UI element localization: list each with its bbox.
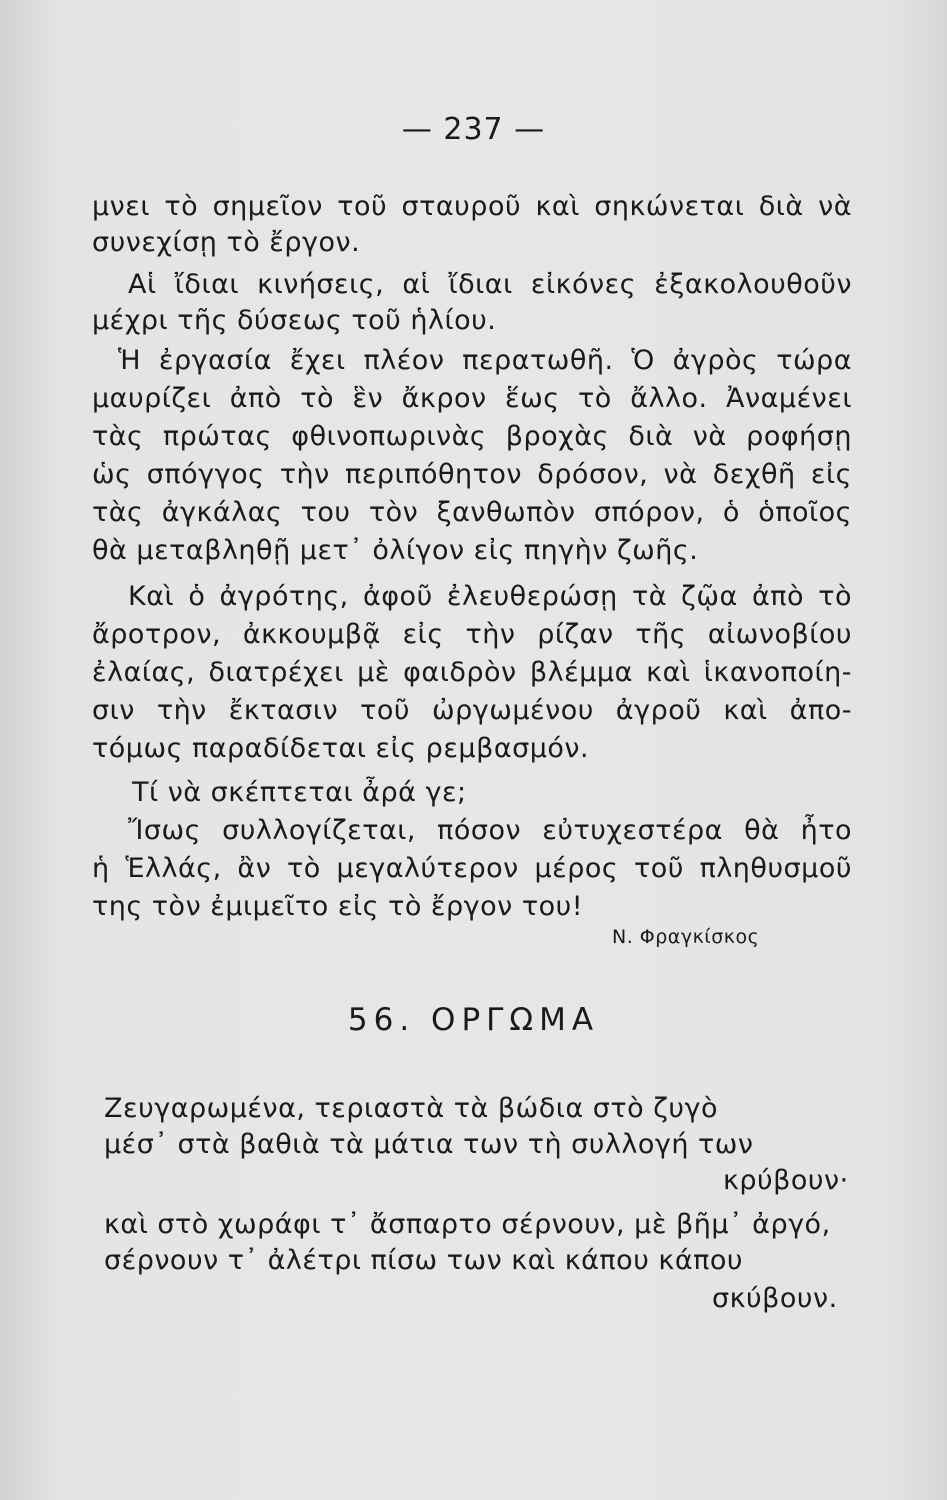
text-line: θὰ μεταβληθῇ μετ᾿ ὀλίγον εἰς πηγὴν ζωῆς. [92,535,699,566]
verse-line: μέσ᾿ στὰ βαθιὰ τὰ μάτια των τὴ συλλογή των [104,1129,754,1160]
text-line: τόμως παραδίδεται εἰς ρεμβασμόν. [92,733,590,764]
text-line: τὰς πρώτας φθινοπωρινὰς βροχὰς διὰ νὰ ροφήσῃ [92,421,852,452]
text-line: σιν τὴν ἔκτασιν τοῦ ὠργωμένου ἀγροῦ καὶ ἀπο- [92,695,852,726]
text-line: Ἴσως συλλογίζεται, πόσον εὐτυχεστέρα θὰ ἦτο [128,815,852,846]
text-line: ἡ Ἑλλάς, ἂν τὸ μεγαλύτερον μέρος τοῦ πληθυσμοῦ [92,853,852,884]
text-line: τὰς ἀγκάλας του τὸν ξανθωπὸν σπόρον, ὁ ὁποῖος [92,497,852,528]
verse-line: σέρνουν τ᾿ ἀλέτρι πίσω των καὶ κάπου κάπου [104,1245,744,1276]
text-line: μαυρίζει ἀπὸ τὸ ἓν ἄκρον ἕως τὸ ἄλλο. Ἀναμένει [92,383,852,414]
page-number: — 237 — [401,112,546,147]
text-line: Αἱ ἴδιαι κινήσεις, αἱ ἴδιαι εἰκόνες ἐξακολουθοῦν [128,269,852,300]
text-line: ἄροτρον, ἀκκουμβᾷ εἰς τὴν ρίζαν τῆς αἰωνοβίου [92,619,852,650]
text-line: ὡς σπόγγος τὴν περιπόθητον δρόσον, νὰ δεχθῆ εἰς [92,459,852,490]
text-line: Τί νὰ σκέπτεται ἆρά γε; [132,777,467,808]
verse-line: Ζευγαρωμένα, τεριαστὰ τὰ βώδια στὸ ζυγὸ [104,1093,719,1124]
text-line: μνει τὸ σημεῖον τοῦ σταυροῦ καὶ σηκώνεται διὰ νὰ [92,191,852,222]
verse-line: σκύβουν. [712,1283,838,1314]
text-line: Καὶ ὁ ἀγρότης, ἀφοῦ ἐλευθερώσῃ τὰ ζῷα ἀπὸ τὸ [128,581,852,612]
text-line: της τὸν ἐμιμεῖτο εἰς τὸ ἔργον του! [92,891,584,922]
author-signature: Ν. Φραγκίσκος [612,926,760,948]
text-line: μέχρι τῆς δύσεως τοῦ ἡλίου. [92,305,497,336]
text-line: συνεχίσῃ τὸ ἔργον. [92,227,361,258]
poem-heading: 56. ΟΡΓΩΜΑ [347,1002,600,1038]
verse-line: κρύβουν· [723,1165,849,1196]
text-line: ἐλαίας, διατρέχει μὲ φαιδρὸν βλέμμα καὶ ἱκανοποίη- [92,657,852,688]
verse-line: καὶ στὸ χωράφι τ᾿ ἄσπαρτο σέρνουν, μὲ βῆμ᾿ ἀργό, [104,1209,831,1240]
text-line: Ἡ ἐργασία ἔχει πλέον περατωθῆ. Ὁ ἀγρὸς τώρα [118,345,852,376]
